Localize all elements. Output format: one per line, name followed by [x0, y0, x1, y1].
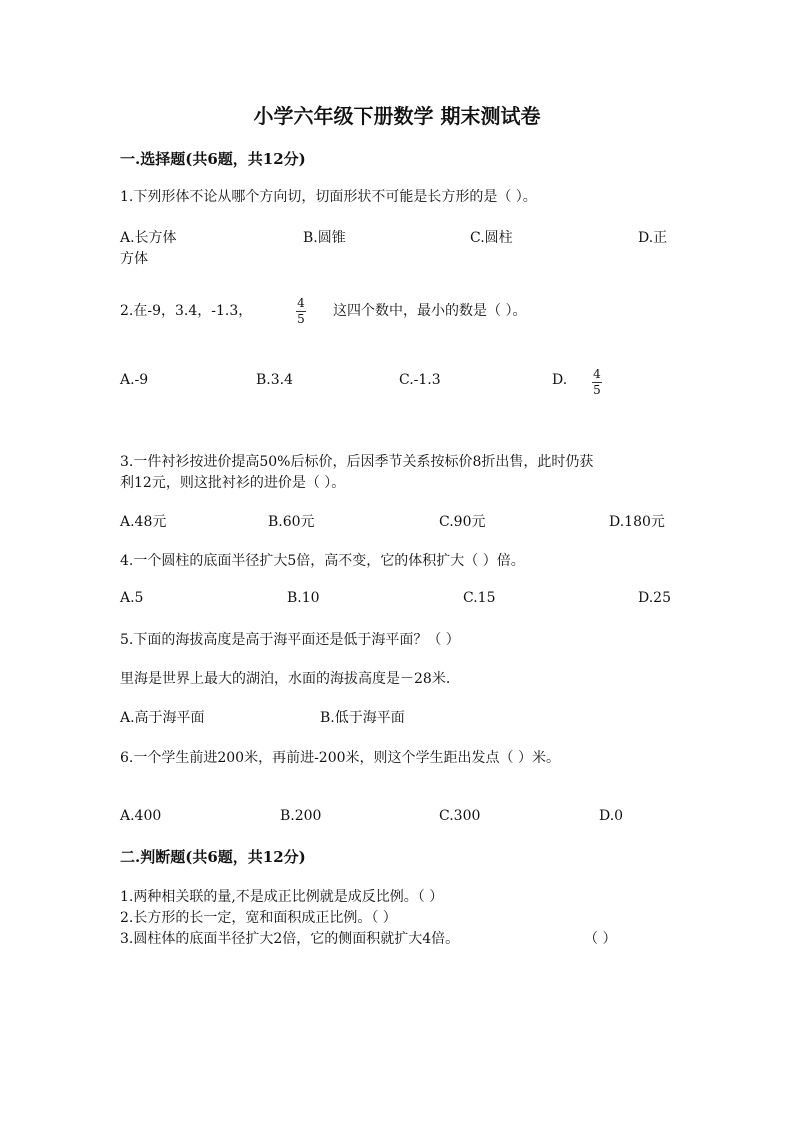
question-2-option-c: C.-1.3 [399, 372, 441, 388]
question-1-option-d-wrap: 方体 [120, 251, 148, 267]
fraction-denominator: 5 [593, 383, 601, 397]
question-3-option-a: A.48元 [120, 514, 167, 530]
question-3-option-d: D.180元 [609, 514, 665, 530]
question-2-stem-after: 这四个数中，最小的数是（ ）。 [333, 303, 527, 319]
question-2-stem-before: 2.在-9，3.4，-1.3， [120, 303, 253, 319]
question-2-fraction [296, 297, 306, 326]
question-4-stem: 4.一个圆柱的底面半径扩大5倍，高不变，它的体积扩大（ ）倍。 [120, 553, 525, 569]
question-6-option-d: D.0 [599, 808, 624, 824]
question-4-option-a: A.5 [120, 590, 144, 606]
judgement-item-1: 1.两种相关联的量,不是成正比例就是成反比例。（ ） [120, 889, 444, 905]
question-2-option-d: D. [552, 372, 568, 388]
question-1-option-c: C.圆柱 [470, 230, 513, 246]
question-1-option-b: B.圆锥 [303, 230, 346, 246]
question-2-option-b: B.3.4 [256, 372, 294, 388]
judgement-item-3-bracket: （ ） [584, 931, 617, 947]
section-heading-judgement: 二.判断题(共6题，共12分) [120, 848, 306, 866]
question-5-context: 里海是世界上最大的湖泊，水面的海拔高度是－28米. [120, 671, 451, 687]
question-6-option-b: B.200 [280, 808, 322, 824]
section-heading-choice: 一.选择题(共6题，共12分) [120, 150, 306, 168]
fraction-numerator: 4 [593, 367, 601, 381]
question-5-option-a: A.高于海平面 [120, 710, 205, 726]
question-1-stem: 1.下列形体不论从哪个方向切，切面形状不可能是长方形的是（ ）。 [120, 189, 537, 205]
question-4-option-b: B.10 [287, 590, 320, 606]
question-1-option-d: D.正 [638, 230, 668, 246]
judgement-item-2: 2.长方形的长一定，宽和面积成正比例。（ ） [120, 910, 397, 926]
question-2-option-d-fraction [592, 368, 602, 397]
question-4-option-c: C.15 [463, 590, 496, 606]
question-1-option-a: A.长方体 [120, 230, 177, 246]
question-5-stem: 5.下面的海拔高度是高于海平面还是低于海平面？（ ） [120, 632, 460, 648]
question-6-option-a: A.400 [120, 808, 162, 824]
judgement-item-3: 3.圆柱体的底面半径扩大2倍，它的侧面积就扩大4倍。 [120, 931, 460, 947]
question-6-option-c: C.300 [439, 808, 481, 824]
question-3-stem-line-1: 3.一件衬衫按进价提高50%后标价，后因季节关系按标价8折出售，此时仍获 [120, 454, 594, 470]
question-3-option-c: C.90元 [439, 514, 486, 530]
fraction-denominator: 5 [297, 312, 305, 326]
question-3-stem-line-2: 利12元，则这批衬衫的进价是（ ）。 [120, 475, 346, 491]
question-2-option-a: A.-9 [120, 372, 149, 388]
page-title: 小学六年级下册数学 期末测试卷 [253, 104, 541, 128]
question-6-stem: 6.一个学生前进200米，再前进-200米，则这个学生距出发点（ ）米。 [120, 750, 560, 766]
question-5-option-b: B.低于海平面 [320, 710, 405, 726]
question-4-option-d: D.25 [638, 590, 671, 606]
fraction-numerator: 4 [297, 296, 305, 310]
question-3-option-b: B.60元 [268, 514, 315, 530]
